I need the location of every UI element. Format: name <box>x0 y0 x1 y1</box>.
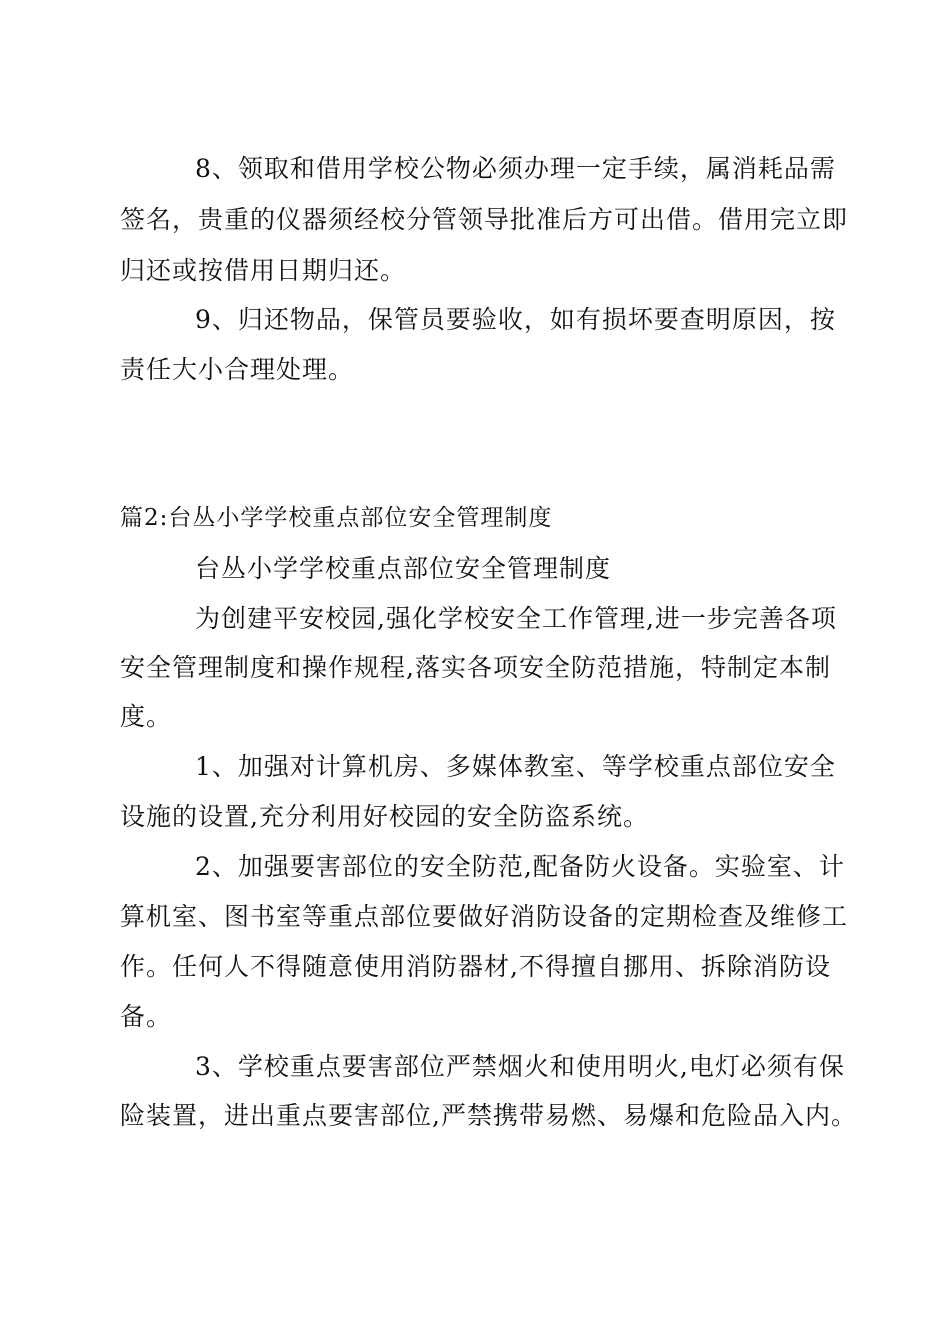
rule-2-line-3: 作。任何人不得随意使用消防器材,不得擅自挪用、拆除消防设 <box>120 952 831 981</box>
rule-2-line-4: 备。 <box>120 1002 173 1031</box>
intro-line-2: 安全管理制度和操作规程,落实各项安全防范措施，特制定本制 <box>120 653 831 682</box>
item-9-line-2: 责任大小合理处理。 <box>120 355 355 384</box>
item-8-line-2: 签名，贵重的仪器须经校分管领导批准后方可出借。借用完立即 <box>120 205 849 234</box>
intro-line-1: 为创建平安校园,强化学校安全工作管理,进一步完善各项 <box>195 604 837 633</box>
rule-2-line-1: 2、加强要害部位的安全防范,配备防火设备。实验室、计 <box>195 852 845 881</box>
item-9-line-1: 9、归还物品，保管员要验收，如有损坏要查明原因，按 <box>195 305 836 334</box>
rule-3-line-2: 险装置，进出重点要害部位,严禁携带易燃、易爆和危险品入内。 <box>120 1101 857 1130</box>
item-8-line-3: 归还或按借用日期归还。 <box>120 256 407 285</box>
rule-1-line-1: 1、加强对计算机房、多媒体教室、等学校重点部位安全 <box>195 752 836 781</box>
rule-2-line-2: 算机室、图书室等重点部位要做好消防设备的定期检查及维修工 <box>120 902 849 931</box>
intro-line-3: 度。 <box>120 702 173 731</box>
rule-3-line-1: 3、学校重点要害部位严禁烟火和使用明火,电灯必须有保 <box>195 1052 845 1081</box>
rule-1-line-2: 设施的设置,充分利用好校园的安全防盗系统。 <box>120 802 649 831</box>
section-2-title: 台丛小学学校重点部位安全管理制度 <box>195 554 612 583</box>
section-2-heading: 篇2:台丛小学学校重点部位安全管理制度 <box>120 505 553 531</box>
item-8-line-1: 8、领取和借用学校公物必须办理一定手续，属消耗品需 <box>195 154 836 183</box>
